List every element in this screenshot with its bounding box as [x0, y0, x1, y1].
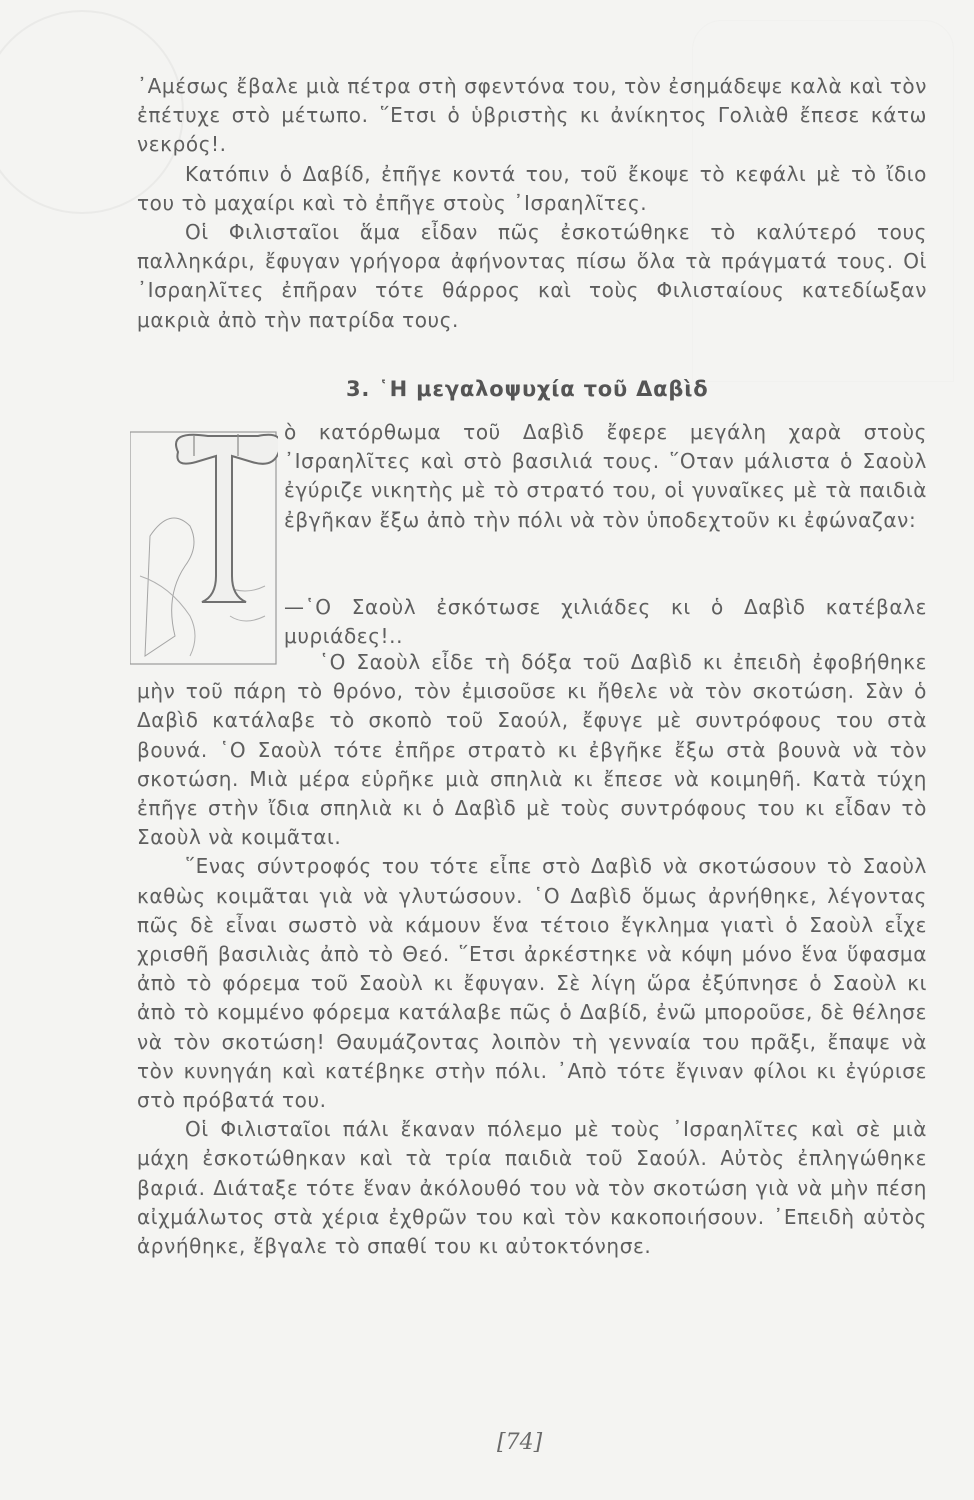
- opening-text: [137, 72, 927, 335]
- paragraph-3: Οἱ Φιλισταῖοι ἅμα εἶδαν πῶς ἐσκοτώθηκε τὸ καλύτερό τους παλληκάρι, ἔφυγαν γρήγορα ἀφήνοντας πίσω ὅλα τὰ πράγματά τους. Οἱ ᾿Ισραηλῖτες ἐπῆραν τότε θάρρος καὶ τοὺς Φιλισταίους κατεδίωξαν μακριὰ ἀπὸ τὴν πατρίδα τους.: [137, 220, 927, 332]
- section-heading: 3. ῾Η μεγαλοψυχία τοῦ Δαβὶδ: [346, 377, 709, 401]
- body-text: [137, 648, 927, 1261]
- illuminated-dropcap: [130, 426, 278, 666]
- page-number: [74]: [497, 1430, 543, 1455]
- paragraph-4-block: [284, 418, 927, 535]
- dropcap-illustration: [130, 426, 278, 666]
- paragraph-4: ὸ κατόρθωμα τοῦ Δαβὶδ ἔφερε μεγάλη χαρὰ στοὺς ᾿Ισραηλῖτες καὶ στὸ βασιλιά τους. ῞Οταν μάλιστα ὁ Σαοὺλ ἐγύριζε νικητὴς μὲ τὸ στρατό του, οἱ γυναῖκες μὲ τὰ παιδιὰ ἐβγῆκαν ἔξω ἀπὸ τὴν πόλι νὰ τὸν ὑποδεχτοῦν κι ἐφώναζαν:: [284, 420, 927, 532]
- quote-block: [284, 593, 927, 651]
- quote: —῾Ο Σαοὺλ ἐσκότωσε χιλιάδες κι ὁ Δαβὶδ κατέβαλε μυριάδες!..: [284, 595, 927, 649]
- paragraph-1: ᾿Αμέσως ἔβαλε μιὰ πέτρα στὴ σφεντόνα του, τὸν ἐσημάδεψε καλὰ καὶ τὸν ἐπέτυχε στὸ μέτωπο. ῞Ετσι ὁ ὑβριστὴς κι ἀνίκητος Γολιὰθ ἔπεσε κάτω νεκρός!.: [137, 74, 927, 157]
- paragraph-6: ῞Ενας σύντροφός του τότε εἶπε στὸ Δαβὶδ νὰ σκοτώσουν τὸ Σαοὺλ καθὼς κοιμᾶται γιὰ νὰ γλυτώσουν. ῾Ο Δαβὶδ ὅμως ἀρνήθηκε, λέγοντας πῶς δὲ εἶναι σωστὸ νὰ κάμουν ἕνα τέτοιο ἔγκλημα γιατὶ ὁ Σαοὺλ εἶχε χρισθῆ βασιλιὰς ἀπὸ τὸ Θεό. ῞Ετσι ἀρκέστηκε νὰ κόψη μόνο ἕνα ὕφασμα ἀπὸ τὸ φόρεμα τοῦ Σαοὺλ κι ἔφυγαν. Σὲ λίγη ὥρα ἐξύπνησε ὁ Σαοὺλ κι ἀπὸ τὸ κομμένο φόρεμα κατάλαβε πῶς ὁ Δαβίδ, ἐνῶ μποροῦσε, δὲ θέλησε νὰ τὸν σκοτώση! Θαυμάζοντας λοιπὸν τὴ γενναία του πρᾶξι, ἔπαψε νὰ τὸν κυνηγάη καὶ κατέβηκε στὴν πόλι. ᾿Απὸ τότε ἔγιναν φίλοι κι ἐγύρισε στὸ πρόβατά του.: [137, 854, 927, 1113]
- paragraph-2: Κατόπιν ὁ Δαβίδ, ἐπῆγε κοντά του, τοῦ ἔκοψε τὸ κεφάλι μὲ τὸ ἴδιο του τὸ μαχαίρι καὶ τὸ ἐπῆγε στοὺς ᾿Ισραηλῖτες.: [137, 161, 927, 215]
- paragraph-5: ῾Ο Σαοὺλ εἶδε τὴ δόξα τοῦ Δαβὶδ κι ἐπειδὴ ἐφοβήθηκε μὴν τοῦ πάρη τὸ θρόνο, τὸν ἐμισοῦσε κι ἤθελε νὰ τὸν σκοτώση. Σὰν ὁ Δαβὶδ κατάλαβε τὸ σκοπὸ τοῦ Σαούλ, ἔφυγε μὲ συντρόφους του στὰ βουνά. ῾Ο Σαοὺλ τότε ἐπῆρε στρατὸ κι ἐβγῆκε ἔξω στὰ βουνὰ νὰ τὸν σκοτώση. Μιὰ μέρα εὑρῆκε μιὰ σπηλιὰ κι ἔπεσε νὰ κοιμηθῆ. Κατὰ τύχη ἐπῆγε στὴν ἴδια σπηλιὰ κι ὁ Δαβὶδ μὲ τοὺς συντρόφους του κι εἶδαν τὸ Σαοὺλ νὰ κοιμᾶται.: [137, 650, 927, 850]
- paragraph-7: Οἱ Φιλισταῖοι πάλι ἔκαναν πόλεμο μὲ τοὺς ᾿Ισραηλῖτες καὶ σὲ μιὰ μάχη ἐσκοτώθηκαν καὶ τὰ τρία παιδιὰ τοῦ Σαούλ. Αὐτὸς ἐπληγώθηκε βαριά. Διάταξε τότε ἕναν ἀκόλουθό του νὰ τὸν σκοτώση γιὰ νὰ μὴν πέση αἰχμάλωτος στὰ χέρια ἐχθρῶν του καὶ τὸν κακοποιήσουν. ᾿Επειδὴ αὐτὸς ἀρνήθηκε, ἔβγαλε τὸ σπαθί του κι αὐτοκτόνησε.: [137, 1117, 927, 1259]
